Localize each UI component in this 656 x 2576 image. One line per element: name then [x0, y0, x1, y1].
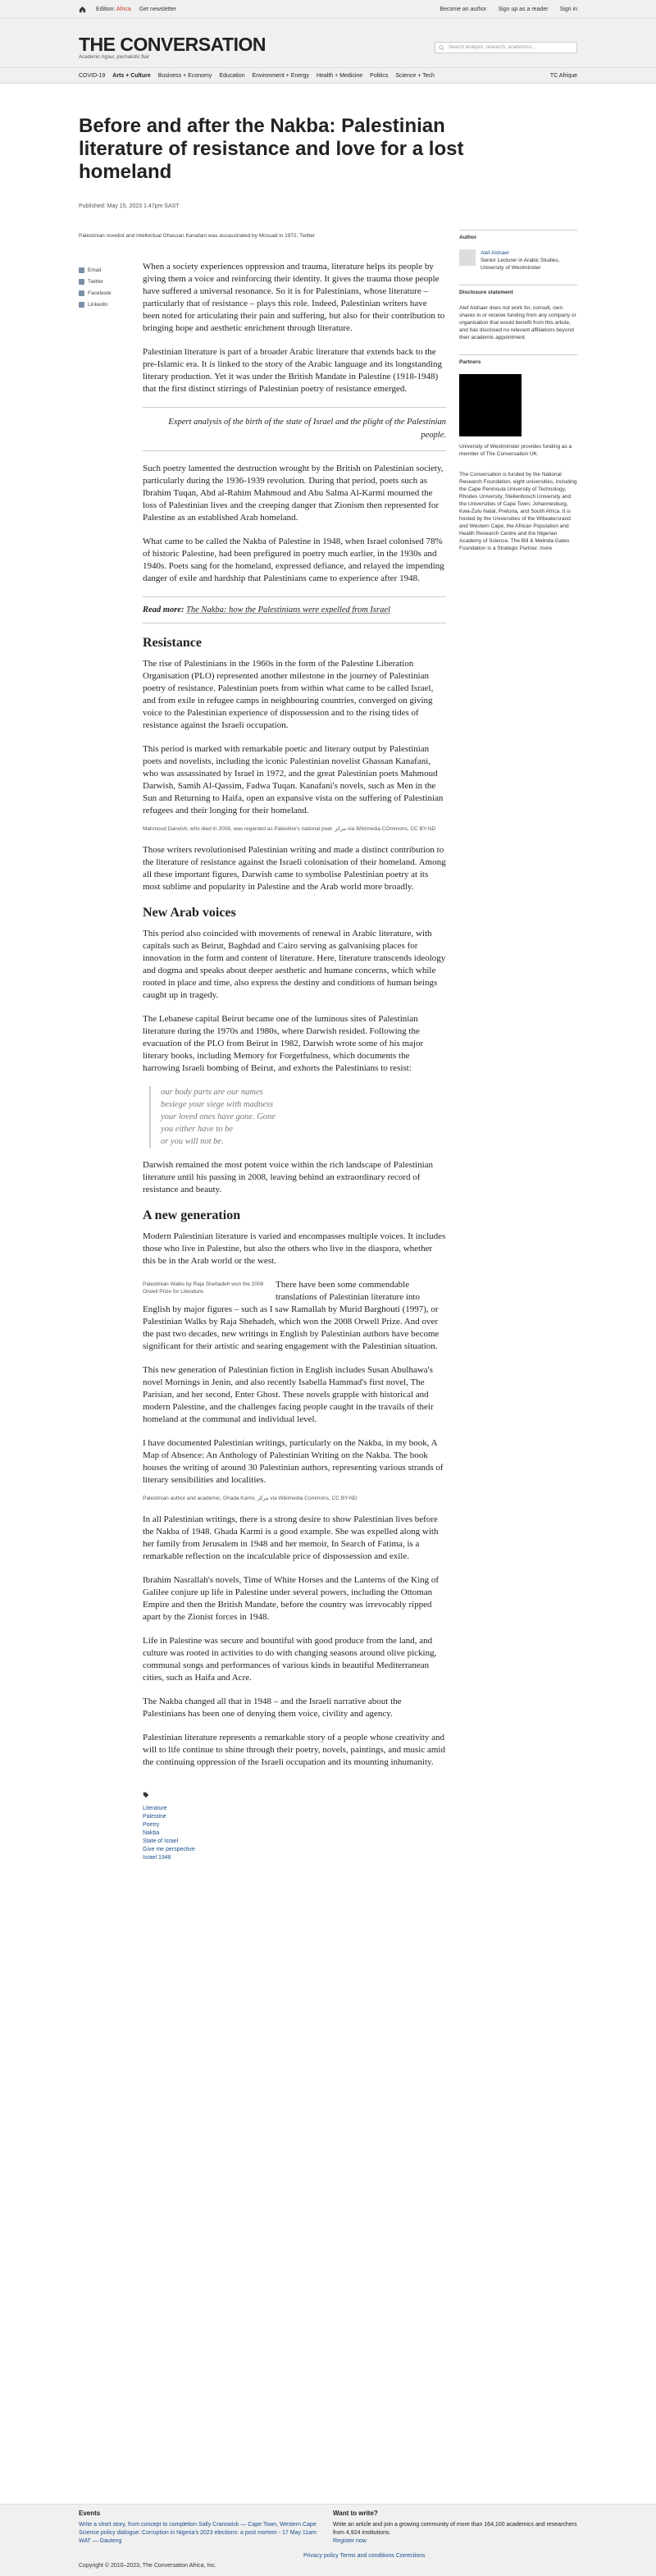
register-link[interactable]: Register now	[333, 2538, 367, 2544]
article-sidebar	[459, 230, 577, 552]
author-name[interactable]: Atef Alshaer	[481, 250, 510, 256]
site-logo[interactable]: THE CONVERSATION	[79, 34, 266, 55]
paragraph: When a society experiences oppression and trauma, literature helps its people by giving them a voice and reinforcing their identity. It gives the trauma those people have suffered a universal resonance. So it is for Palestinians, whose literature – particularly that of resistance – plays this role. Indeed, Palestinian writers have been noted for articulating their pain and suffering, but also for their contribution to bringing hope and aesthetic enrichment through literature.	[143, 262, 445, 333]
section-heading: A new generation	[143, 1208, 241, 1222]
pull-promo[interactable]: Expert analysis of the birth of the state of Israel and the plight of the Palestinian people.	[143, 407, 446, 451]
copyright: Copyright © 2010–2023, The Conversation Africa, Inc.	[79, 2563, 216, 2569]
disclosure-heading: Disclosure statement	[459, 285, 577, 296]
nav-item-environment[interactable]: Environment + Energy	[252, 72, 309, 79]
twitter-icon	[79, 279, 84, 285]
paragraph: This period also coincided with movements of renewal in Arabic literature, with capitals such as Beirut, Baghdad and Cairo serving as galvanising places for innovation in the form and content of literature. Here, literature transcends ideology and dogma and speaks about deeper aesthetic and humane concerns, which while rooted in place and time, also express the destiny and conditions of human beings caught up in tragedy.	[143, 929, 446, 1000]
tag-icon	[143, 1792, 149, 1798]
paragraph: Ibrahim Nasrallah's novels, Time of White Horses and the Lanterns of the King of Galilee conjure up life in Palestine under several powers, including the Ottoman Empire and then the British Mandate, before the country was irrevocably ripped apart by the Zionist forces in 1948.	[143, 1575, 440, 1622]
paragraph: Palestinian literature is part of a broader Arabic literature that extends back to the pre-Islamic era. It is linked to the story of the Arabic language and its longstanding literary production. Yet it was under the British Mandate in Palestine (1918-1948) that the first distinct stirrings of Palestinian poetry of resistance emerged.	[143, 347, 443, 394]
nav-item-science[interactable]: Science + Tech	[395, 72, 435, 79]
topic-tags	[143, 1792, 446, 1862]
partner-logo[interactable]	[459, 374, 522, 436]
paragraph: The Lebanese capital Beirut became one of the luminous sites of Palestinian literature during the 1970s and 1980s, where Darwish resided. Following the evacuation of the PLO from Beirut in 1982, Darwish wrote some of his major literary books, including Memory for Forgetfulness, which documents the harrowing Israeli bombing of Beirut, and exhorts the Palestinians to resist:	[143, 1014, 424, 1073]
paragraph: Those writers revolutionised Palestinian writing and made a distinct contribution to the literature of resistance against the Israeli colonisation of their homeland. Among all these important figures, Darwish came to symbolise Palestinian poetry at its most sublime and popularity in Palestine and the Arab world more broadly.	[143, 845, 446, 892]
share-links	[79, 264, 112, 310]
share-facebook[interactable]: Facebook	[79, 287, 112, 299]
tag-link[interactable]: Palestine	[143, 1814, 166, 1820]
want-to-write-text: Write an article and join a growing community of more than 164,100 academics and researchers from 4,924 institutions.	[333, 2522, 577, 2536]
read-more-link[interactable]: The Nakba: how the Palestinians were expelled from Israel	[186, 605, 390, 614]
funding-text: The Conversation is funded by the National Research Foundation, eight universities, including the Cape Peninsula University of Technology, Rhodes University, Stellenbosch University and the Universities of Cape Town, Johannesburg, Kwa-Zulu Natal, Pretoria, and South Africa. It is hosted by the Universities of the Witwatersrand and Western Cape, the African Population and Health Research Centre and the Nigerian Academy of Science. The Bill & Melinda Gates Foundation is a Strategic Partner. more	[459, 472, 577, 551]
share-twitter[interactable]: Twitter	[79, 276, 112, 287]
article-title: Before and after the Nakba: Palestinian literature of resistance and love for a lost homeland	[79, 115, 464, 183]
avatar	[459, 249, 476, 266]
tag-link[interactable]: State of Israel	[143, 1838, 179, 1844]
nav-item-afrique[interactable]: TC Afrique	[549, 72, 577, 79]
published-date: Published: May 15, 2023 1:47pm SAST	[79, 203, 180, 209]
paragraph: Life in Palestine was secure and bountiful with good produce from the land, and culture was rooted in activities to do with changing seasons around olive picking, communal songs and performances of various kinds in beautiful Mediterranean cities, such as Haifa and Acre.	[143, 1636, 437, 1683]
paragraph: Darwish remained the most potent voice within the rich landscape of Palestinian literature until his passing in 2008, leaving behind an extraordinary record of resistance and beauty.	[143, 1160, 434, 1194]
site-tagline: Academic rigour, journalistic flair	[79, 55, 150, 60]
author-card[interactable]	[459, 249, 577, 272]
signup-link[interactable]: Sign up as a reader	[498, 6, 549, 12]
share-linkedin[interactable]: LinkedIn	[79, 299, 112, 310]
search-input[interactable]: Search analysis, research, academics...	[435, 42, 577, 53]
author-role: Senior Lecturer in Arabic Studies, University of Westminster	[481, 258, 560, 271]
image-caption: Palestinian author and academic, Ghada Karmi. مركز via Wikimedia Commons, CC BY-ND	[143, 1496, 358, 1501]
poem-quote: our body parts are our names besiege your siege with madness your loved ones have gone. Gone you either have to be or you will not be.	[149, 1086, 446, 1148]
site-header	[0, 18, 656, 67]
nav-item-politics[interactable]: Politics	[370, 72, 389, 79]
want-to-write-heading: Want to write?	[333, 2510, 378, 2517]
lead-image-caption: Palestinian novelist and intellectual Ghassan Kanafani was assassinated by Mossad in 1972. Twitter	[79, 233, 316, 239]
paragraph: Such poetry lamented the destruction wrought by the British on Palestinian society, particularly during the 1936-1939 revolution. During that period, poets such as Ibrahim Tuqan, Abd al-Rahim Mahmoud and Abu Salma Al-Karmi mourned the loss of Palestinian lives and the creeping danger that Zionism then represented for Palestine as an established Arab homeland.	[143, 464, 444, 523]
nav-item-covid[interactable]: COVID-19	[79, 72, 106, 79]
tag-link[interactable]: Literature	[143, 1806, 167, 1811]
home-icon[interactable]	[79, 6, 86, 13]
site-footer	[0, 2504, 656, 2576]
nav-item-arts[interactable]: Arts + Culture	[112, 72, 151, 79]
facebook-icon	[79, 290, 84, 296]
read-more-box[interactable]: Read more: The Nakba: how the Palestinians were expelled from Israel	[143, 596, 446, 623]
linkedin-icon	[79, 302, 84, 308]
events-heading: Events	[79, 2510, 101, 2517]
paragraph: This period is marked with remarkable poetic and literary output by Palestinian poets and novelists, including the iconic Palestinian novelist Ghassan Kanafani, who was assassinated by Israel in 1972, and the great Palestinian poets Mahmoud Darwish, Samih Al-Qassim, Fadwa Tuqan. Kanafani's novels, such as Men in the Sun and Returning to Haifa, open an expansive vista on the suffering of Palestinian refugees and their longing for their homeland.	[143, 744, 444, 815]
author-heading: Author	[459, 230, 577, 241]
email-icon	[79, 267, 84, 273]
partner-text: University of Westminster provides funding as a member of The Conversation UK.	[459, 444, 572, 457]
paragraph: The rise of Palestinians in the 1960s in the form of the Palestine Liberation Organisation (PLO) represented another milestone in the journey of Palestinian poetry of resistance. Palestinian poets from within what came to be called Israel, and from exile in refugee camps in neighbouring countries, converged on giving voice to the Palestinian experience of dispossession and to the rising tides of resistance against the Israeli occupation.	[143, 659, 434, 730]
become-author-link[interactable]: Become an author	[440, 6, 487, 12]
tag-link[interactable]: Poetry	[143, 1822, 160, 1828]
tag-link[interactable]: Israel 1948	[143, 1855, 171, 1861]
article-body	[143, 261, 446, 1862]
nav-item-health[interactable]: Health + Medicine	[316, 72, 363, 79]
top-utility-bar	[0, 0, 656, 18]
footer-policy-links[interactable]: Privacy policy Terms and conditions Corrections	[303, 2553, 426, 2559]
share-email[interactable]: Email	[79, 264, 112, 276]
paragraph: The Nakba changed all that in 1948 – and the Israeli narrative about the Palestinians has been one of denying them voice, civility and agency.	[143, 1697, 402, 1719]
paragraph: In all Palestinian writings, there is a strong desire to show Palestinian lives before the Nakba of 1948. Ghada Karmi is a good example. She was expelled along with her family from Jerusalem in 1948 and her memoir, In Search of Fatima, is a remarkable reflection on the incalculable price of dispossession and exile.	[143, 1514, 439, 1561]
event-link[interactable]: Science policy dialogue: Corruption in Nigeria's 2023 elections: a post mortem - 17 May 11am WAT — Gauteng	[79, 2530, 317, 2544]
get-newsletter-link[interactable]: Get newsletter	[139, 6, 176, 12]
search-icon	[439, 45, 444, 51]
nav-item-business[interactable]: Business + Economy	[157, 72, 212, 79]
paragraph: This new generation of Palestinian fiction in English includes Susan Abulhawa's novel Mornings in Jenin, and also recently Isabella Hammad's first novel, The Parisian, and her second, Enter Ghost. These novels grapple with historical and modern Palestine, and the challenges facing people caught in the travails of their homeland at the communal and individual level.	[143, 1365, 434, 1424]
event-link[interactable]: Write a short story, from concept to completion Sally Cranswick — Cape Town, Western Cape	[79, 2522, 317, 2528]
image-caption: Palestinian Walks by Raja Shehadeh won the 2008 Orwell Prize for Literature.	[143, 1281, 264, 1295]
paragraph: What came to be called the Nakba of Palestine in 1948, when Israel colonised 78% of historic Palestine, had been prefigured in poetry much earlier, in the 1930s and 1940s. Poets sang for the homeland, expressed defiance, and relayed the impending danger of exile and hardship that Palestinians came to experience after 1948.	[143, 537, 444, 583]
tag-link[interactable]: Give me perspective	[143, 1847, 195, 1852]
paragraph: Modern Palestinian literature is varied and encompasses multiple voices. It includes those who live in Palestine, but also the others who live in the diaspora, whether this be in the Arab world or the west.	[143, 1231, 446, 1266]
image-caption: Mahmoud Darwish, who died in 2008, was regarded as Palestine's national poet. مركز via Wikimedia COmmons, CC BY-ND	[143, 826, 436, 832]
section-heading: New Arab voices	[143, 906, 236, 920]
section-nav	[0, 67, 656, 84]
edition-selector[interactable]: Edition: Africa	[96, 6, 131, 12]
signin-link[interactable]: Sign in	[559, 6, 577, 12]
disclosure-text: Atef Alshaer does not work for, consult, own shares in or receive funding from any company or organisation that would benefit from this article, and has disclosed no relevant affiliations beyond their academic appointment.	[459, 305, 576, 340]
section-heading: Resistance	[143, 636, 202, 650]
paragraph: Palestinian literature represents a remarkable story of a people whose creativity and will to life continue to shine through their poetry, novels, paintings, and music amid the continuing oppression of the Israeli occupation and its mounting inhumanity.	[143, 1733, 445, 1767]
nav-item-education[interactable]: Education	[219, 72, 245, 79]
partners-heading: Partners	[459, 354, 577, 366]
tag-link[interactable]: Nakba	[143, 1830, 160, 1836]
paragraph: There have been some commendable translations of Palestinian literature into English by major figures – such as I saw Ramallah by Murid Barghouti (1997), or Palestinian Walks by Raja Shehadeh, which won the 2008 Orwell Prize. And over the past two decades, new writings in English by Palestinian authors have become significant for their artistic and searing engagement with the Palestinian situation.	[143, 1280, 440, 1351]
paragraph: I have documented Palestinian writings, particularly on the Nakba, in my book, A Map of Absence: An Anthology of Palestinian Writing on the Nakba. The book houses the writing of around 30 Palestinian authors, representing various strands of literary sensibilities and localities.	[143, 1438, 444, 1485]
